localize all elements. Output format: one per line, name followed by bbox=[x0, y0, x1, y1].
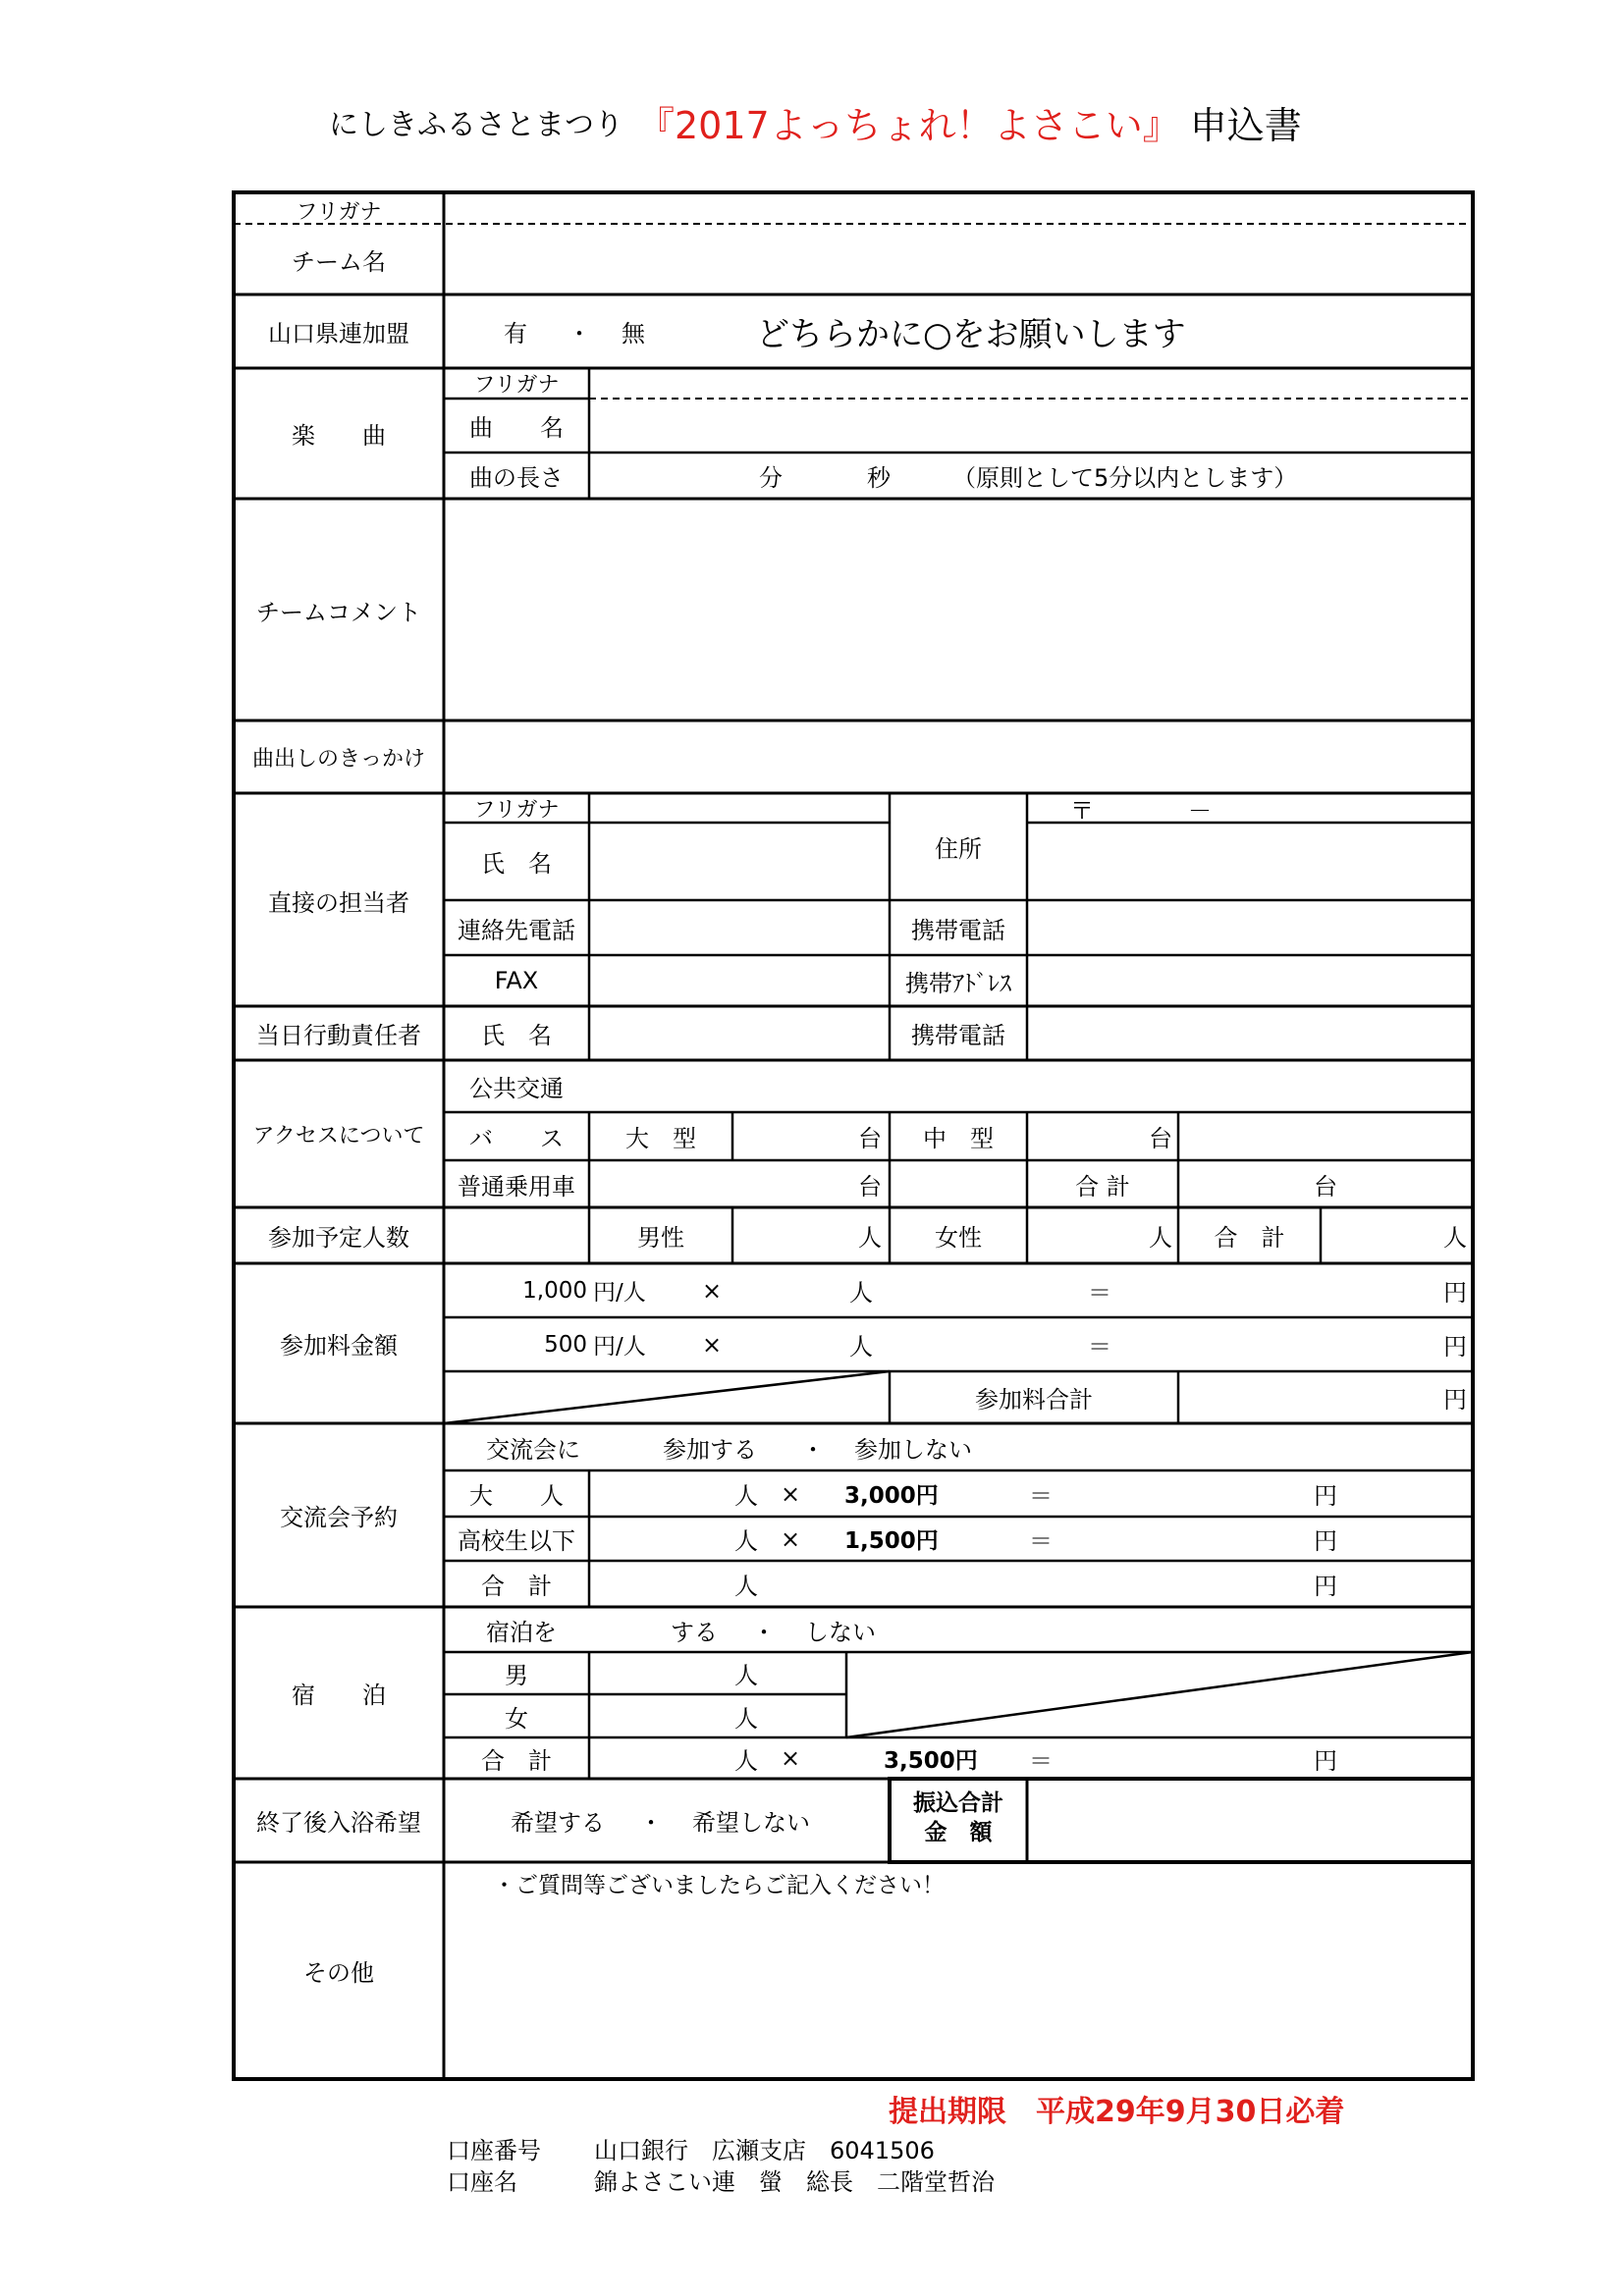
transfer-total-field[interactable] bbox=[1029, 1781, 1471, 1860]
fee-yen-1: 円 bbox=[1443, 1279, 1467, 1307]
contact-postal-mark: 〒 － bbox=[1070, 796, 1212, 825]
fee-per-2: 円/人 bbox=[593, 1334, 646, 1360]
contact-label: 直接の担当者 bbox=[268, 888, 409, 917]
contact-name-field[interactable] bbox=[591, 825, 888, 898]
participants-total-unit: 人 bbox=[1443, 1224, 1467, 1252]
party-student-equals: ＝ bbox=[1029, 1527, 1053, 1555]
access-large-unit: 台 bbox=[858, 1125, 882, 1152]
contact-mobile-address-label: 携帯ｱﾄﾞﾚｽ bbox=[905, 969, 1011, 997]
fee-person-2: 人 bbox=[849, 1333, 873, 1361]
contact-mobile-field[interactable] bbox=[1029, 902, 1471, 953]
lodging-female-label: 女 bbox=[505, 1704, 528, 1733]
music-title-field[interactable] bbox=[591, 400, 1471, 451]
other-label: その他 bbox=[303, 1959, 374, 1987]
bath-no-option[interactable]: 希望しない bbox=[692, 1809, 810, 1837]
account-number: 山口銀行 広瀬支店 6041506 bbox=[594, 2136, 935, 2164]
access-car-unit: 台 bbox=[858, 1172, 882, 1201]
federation-label: 山口県連加盟 bbox=[268, 320, 409, 347]
fee-label: 参加料金額 bbox=[280, 1332, 398, 1360]
contact-name-label: 氏 名 bbox=[481, 850, 552, 878]
lodging-male-person: 人 bbox=[734, 1662, 758, 1689]
fee-equals-1: ＝ bbox=[1088, 1279, 1111, 1307]
federation-no[interactable]: 無 bbox=[622, 320, 645, 347]
day-leader-label: 当日行動責任者 bbox=[256, 1022, 421, 1049]
access-large-label: 大 型 bbox=[625, 1125, 696, 1152]
access-total-unit: 台 bbox=[1314, 1172, 1337, 1201]
day-leader-name-field[interactable] bbox=[591, 1008, 888, 1058]
party-total-person: 人 bbox=[734, 1573, 758, 1600]
contact-furigana-label: フリガナ bbox=[473, 797, 560, 823]
party-label: 交流会予約 bbox=[280, 1504, 398, 1531]
fee-total-yen: 円 bbox=[1443, 1386, 1467, 1414]
fee-times-1: × bbox=[701, 1276, 723, 1305]
music-length-label: 曲の長さ bbox=[469, 464, 564, 492]
title-event: 『2017よっちょれ！よさこい』 bbox=[637, 103, 1180, 147]
lodging-yes-option[interactable]: する bbox=[671, 1618, 718, 1646]
fee-person-1: 人 bbox=[849, 1279, 873, 1307]
access-total-label: 合 計 bbox=[1075, 1172, 1130, 1201]
fee-price-2: 500 bbox=[544, 1331, 587, 1358]
participants-male-unit: 人 bbox=[858, 1224, 882, 1252]
lodging-price: 3,500円 bbox=[884, 1747, 978, 1774]
contact-address-field[interactable] bbox=[1029, 825, 1471, 898]
party-adult-price: 3,000円 bbox=[844, 1483, 939, 1509]
party-adult-label: 大 人 bbox=[469, 1482, 564, 1510]
other-note: ・ご質問等ございましたらご記入ください！ bbox=[493, 1872, 945, 1898]
other-field[interactable] bbox=[446, 1900, 1471, 2077]
contact-address-label: 住所 bbox=[935, 835, 982, 863]
contact-phone-label: 連絡先電話 bbox=[458, 916, 575, 944]
transfer-total-label-line1: 振込合計 bbox=[913, 1790, 1003, 1816]
party-student-label: 高校生以下 bbox=[458, 1527, 575, 1555]
contact-fax-field[interactable] bbox=[591, 957, 888, 1004]
fee-times-2: × bbox=[701, 1330, 723, 1359]
party-adult-yen: 円 bbox=[1314, 1482, 1337, 1510]
cue-field[interactable] bbox=[446, 722, 1471, 791]
lodging-yen: 円 bbox=[1314, 1746, 1337, 1775]
party-not-attend-option[interactable]: 参加しない bbox=[854, 1435, 972, 1464]
participants-female-unit: 人 bbox=[1149, 1224, 1172, 1252]
bath-yes-option[interactable]: 希望する bbox=[511, 1809, 605, 1837]
lodging-equals: ＝ bbox=[1029, 1746, 1053, 1775]
music-minutes-unit: 分 bbox=[759, 464, 783, 492]
submission-deadline: 提出期限 平成29年9月30日必着 bbox=[889, 2095, 1345, 2129]
party-adult-person: 人 bbox=[734, 1482, 758, 1510]
contact-fax-label: FAX bbox=[494, 967, 539, 994]
day-leader-name-label: 氏 名 bbox=[481, 1022, 552, 1049]
participants-female-label: 女性 bbox=[935, 1224, 982, 1252]
party-total-label: 合 計 bbox=[481, 1573, 552, 1600]
contact-phone-field[interactable] bbox=[591, 902, 888, 953]
party-student-price: 1,500円 bbox=[844, 1528, 939, 1554]
contact-mobile-label: 携帯電話 bbox=[911, 916, 1005, 944]
contact-mobile-address-field[interactable] bbox=[1029, 957, 1471, 1004]
access-label: アクセスについて bbox=[252, 1123, 425, 1148]
music-label: 楽 曲 bbox=[292, 422, 386, 450]
cue-label: 曲出しのきっかけ bbox=[251, 746, 425, 772]
access-medium-unit: 台 bbox=[1149, 1125, 1172, 1152]
music-seconds-unit: 秒 bbox=[867, 464, 891, 492]
lodging-total-person: 人 bbox=[734, 1746, 758, 1775]
party-student-yen: 円 bbox=[1314, 1527, 1337, 1555]
access-public-label: 公共交通 bbox=[469, 1075, 564, 1102]
bath-label: 終了後入浴希望 bbox=[256, 1809, 421, 1837]
lodging-female-person: 人 bbox=[734, 1704, 758, 1733]
team-name-field[interactable] bbox=[446, 226, 1471, 293]
party-dot: ・ bbox=[801, 1435, 825, 1464]
federation-dot: ・ bbox=[568, 320, 591, 347]
fee-total-label: 参加料合計 bbox=[975, 1386, 1093, 1414]
transfer-total-label-line2: 金 額 bbox=[924, 1820, 993, 1845]
music-title-label: 曲 名 bbox=[469, 414, 564, 442]
music-furigana-label: フリガナ bbox=[473, 373, 560, 398]
comment-field[interactable] bbox=[446, 501, 1471, 719]
team-furigana-label: フリガナ bbox=[296, 199, 382, 225]
lodging-prefix: 宿泊を bbox=[486, 1618, 557, 1646]
lodging-male-label: 男 bbox=[505, 1662, 528, 1689]
access-medium-label: 中 型 bbox=[923, 1125, 994, 1152]
day-leader-mobile-label: 携帯電話 bbox=[911, 1022, 1005, 1049]
transfer-total-label bbox=[890, 1789, 1027, 1847]
party-student-person: 人 bbox=[734, 1527, 758, 1555]
comment-label: チームコメント bbox=[256, 598, 421, 626]
federation-yes[interactable]: 有 bbox=[504, 320, 527, 347]
fee-per-1: 円/人 bbox=[593, 1280, 646, 1306]
participants-label: 参加予定人数 bbox=[268, 1224, 409, 1252]
party-attend-prefix: 交流会に bbox=[486, 1435, 580, 1464]
lodging-dot: ・ bbox=[752, 1618, 776, 1646]
access-bus-label: バ ス bbox=[469, 1125, 564, 1152]
day-leader-mobile-field[interactable] bbox=[1029, 1008, 1471, 1058]
account-name: 錦よさこい連 螢 総長 二階堂哲治 bbox=[594, 2167, 995, 2196]
party-student-times: × bbox=[780, 1524, 801, 1553]
federation-note: どちらかに○をお願いします bbox=[756, 315, 1186, 354]
lodging-no-option[interactable]: しない bbox=[805, 1618, 876, 1646]
participants-male-label: 男性 bbox=[637, 1224, 684, 1252]
fee-price-1: 1,000 bbox=[522, 1277, 587, 1304]
party-attend-option[interactable]: 参加する bbox=[663, 1435, 757, 1464]
bath-dot: ・ bbox=[639, 1809, 663, 1837]
access-public-field[interactable] bbox=[591, 1062, 1471, 1110]
lodging-total-times: × bbox=[780, 1744, 801, 1772]
party-adult-equals: ＝ bbox=[1029, 1482, 1053, 1510]
account-name-label: 口座名 bbox=[447, 2167, 517, 2196]
account-number-label: 口座番号 bbox=[447, 2136, 541, 2164]
lodging-total-label: 合 計 bbox=[481, 1746, 552, 1775]
title-prefix: にしきふるさとまつり bbox=[329, 108, 623, 142]
lodging-label: 宿 泊 bbox=[292, 1682, 386, 1709]
access-car-label: 普通乗用車 bbox=[458, 1172, 575, 1201]
participants-total-label: 合 計 bbox=[1214, 1224, 1285, 1252]
party-total-yen: 円 bbox=[1314, 1573, 1337, 1600]
party-adult-times: × bbox=[780, 1479, 801, 1508]
fee-equals-2: ＝ bbox=[1088, 1333, 1111, 1361]
music-length-rule: （原則として5分以内とします） bbox=[952, 464, 1298, 492]
title-suffix: 申込書 bbox=[1189, 103, 1302, 147]
fee-yen-2: 円 bbox=[1443, 1333, 1467, 1361]
team-name-label: チーム名 bbox=[292, 247, 386, 276]
